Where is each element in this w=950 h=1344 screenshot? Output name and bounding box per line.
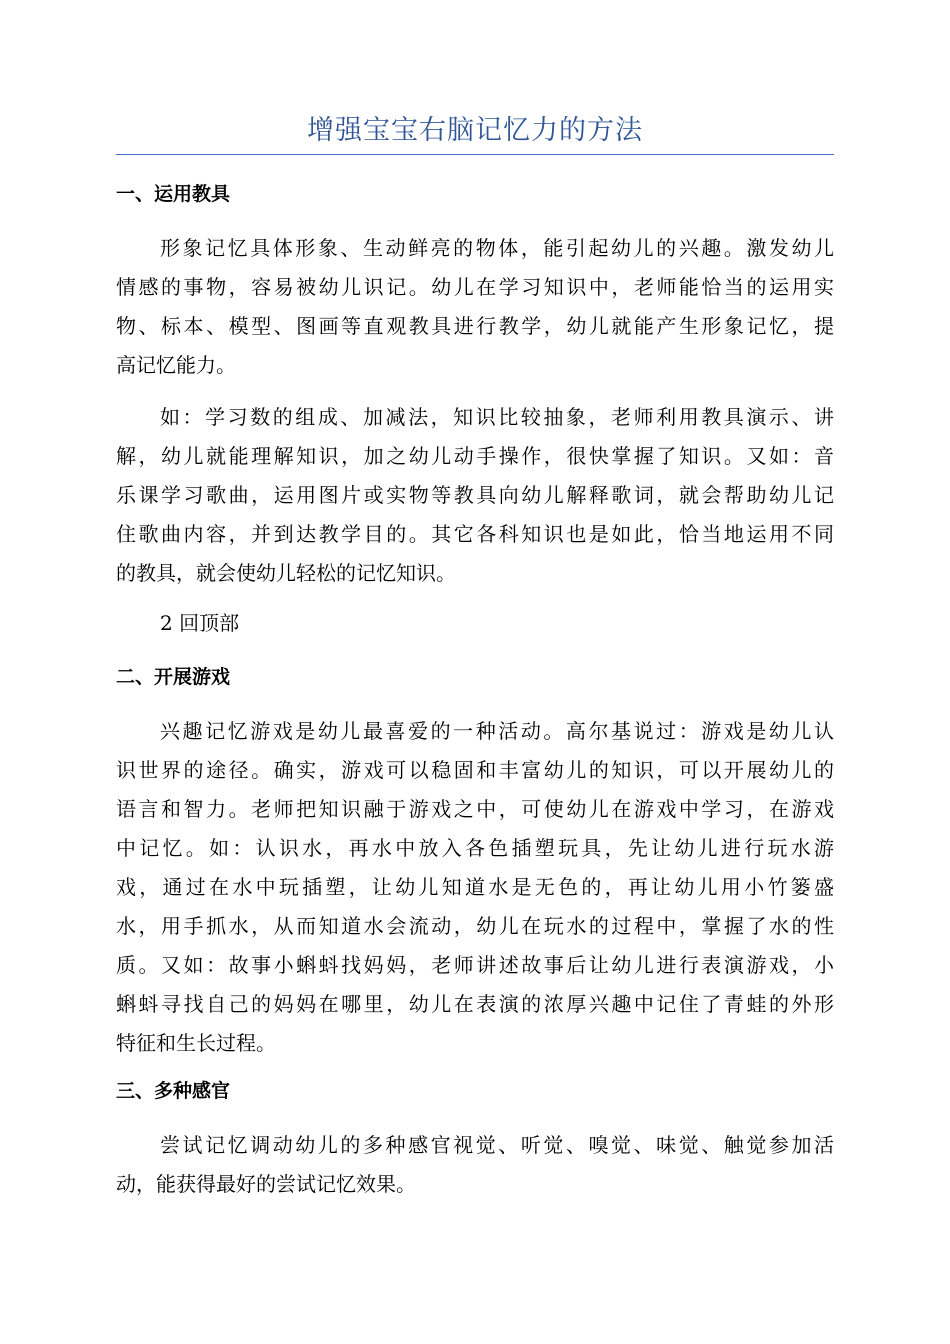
paragraph-line: 如：学习数的组成、加减法，知识比较抽象，老师利用教具演示、讲 — [160, 405, 834, 429]
paragraph-line: 乐课学习歌曲，运用图片或实物等教具向幼儿解释歌词，就会帮助幼儿记 — [116, 483, 834, 507]
paragraph-line: 高记忆能力。 — [116, 353, 236, 377]
paragraph-line: 住歌曲内容，并到达教学目的。其它各科知识也是如此，恰当地运用不同 — [116, 522, 834, 546]
page-title: 增强宝宝右脑记忆力的方法 — [307, 115, 643, 146]
paragraph-s2-p1 — [116, 712, 834, 1063]
paragraph-line: 质。又如：故事小蝌蚪找妈妈，老师讲述故事后让幼儿进行表演游戏，小 — [116, 953, 834, 977]
paragraph-line: 戏，通过在水中玩插塑，让幼儿知道水是无色的，再让幼儿用小竹篓盛 — [116, 875, 834, 899]
paragraph-line: 尝试记忆调动幼儿的多种感官视觉、听觉、嗅觉、味觉、触觉参加活 — [160, 1133, 834, 1157]
title-divider — [116, 154, 834, 155]
back-to-top-link[interactable]: 2 回顶部 — [160, 611, 240, 635]
paragraph-line: 情感的事物，容易被幼儿识记。幼儿在学习知识中，老师能恰当的运用实 — [116, 275, 834, 299]
paragraph-line: 水，用手抓水，从而知道水会流动，幼儿在玩水的过程中，掌握了水的性 — [116, 914, 834, 938]
paragraph-line: 特征和生长过程。 — [116, 1031, 276, 1055]
paragraph-line: 识世界的途径。确实，游戏可以稳固和丰富幼儿的知识，可以开展幼儿的 — [116, 758, 834, 782]
section-heading-1: 一、运用教具 — [116, 183, 231, 205]
paragraph-line: 物、标本、模型、图画等直观教具进行教学，幼儿就能产生形象记忆，提 — [116, 314, 834, 338]
paragraph-line: 形象记忆具体形象、生动鲜亮的物体，能引起幼儿的兴趣。激发幼儿 — [160, 236, 834, 260]
paragraph-line: 语言和智力。老师把知识融于游戏之中，可使幼儿在游戏中学习，在游戏 — [116, 797, 834, 821]
paragraph-s3-p1 — [116, 1126, 834, 1204]
paragraph-line: 解，幼儿就能理解知识，加之幼儿动手操作，很快掌握了知识。又如：音 — [116, 444, 834, 468]
paragraph-line: 蝌蚪寻找自己的妈妈在哪里，幼儿在表演的浓厚兴趣中记住了青蛙的外形 — [116, 992, 834, 1016]
paragraph-s1-p1 — [116, 229, 834, 385]
paragraph-line: 的教具，就会使幼儿轻松的记忆知识。 — [116, 561, 456, 585]
paragraph-s1-p2 — [116, 398, 834, 593]
paragraph-line: 中记忆。如：认识水，再水中放入各色插塑玩具，先让幼儿进行玩水游 — [116, 836, 834, 860]
paragraph-line: 动，能获得最好的尝试记忆效果。 — [116, 1172, 416, 1196]
section-heading-2: 二、开展游戏 — [116, 666, 231, 688]
section-heading-3: 三、多种感官 — [116, 1080, 231, 1102]
paragraph-line: 兴趣记忆游戏是幼儿最喜爱的一种活动。高尔基说过：游戏是幼儿认 — [160, 719, 834, 743]
